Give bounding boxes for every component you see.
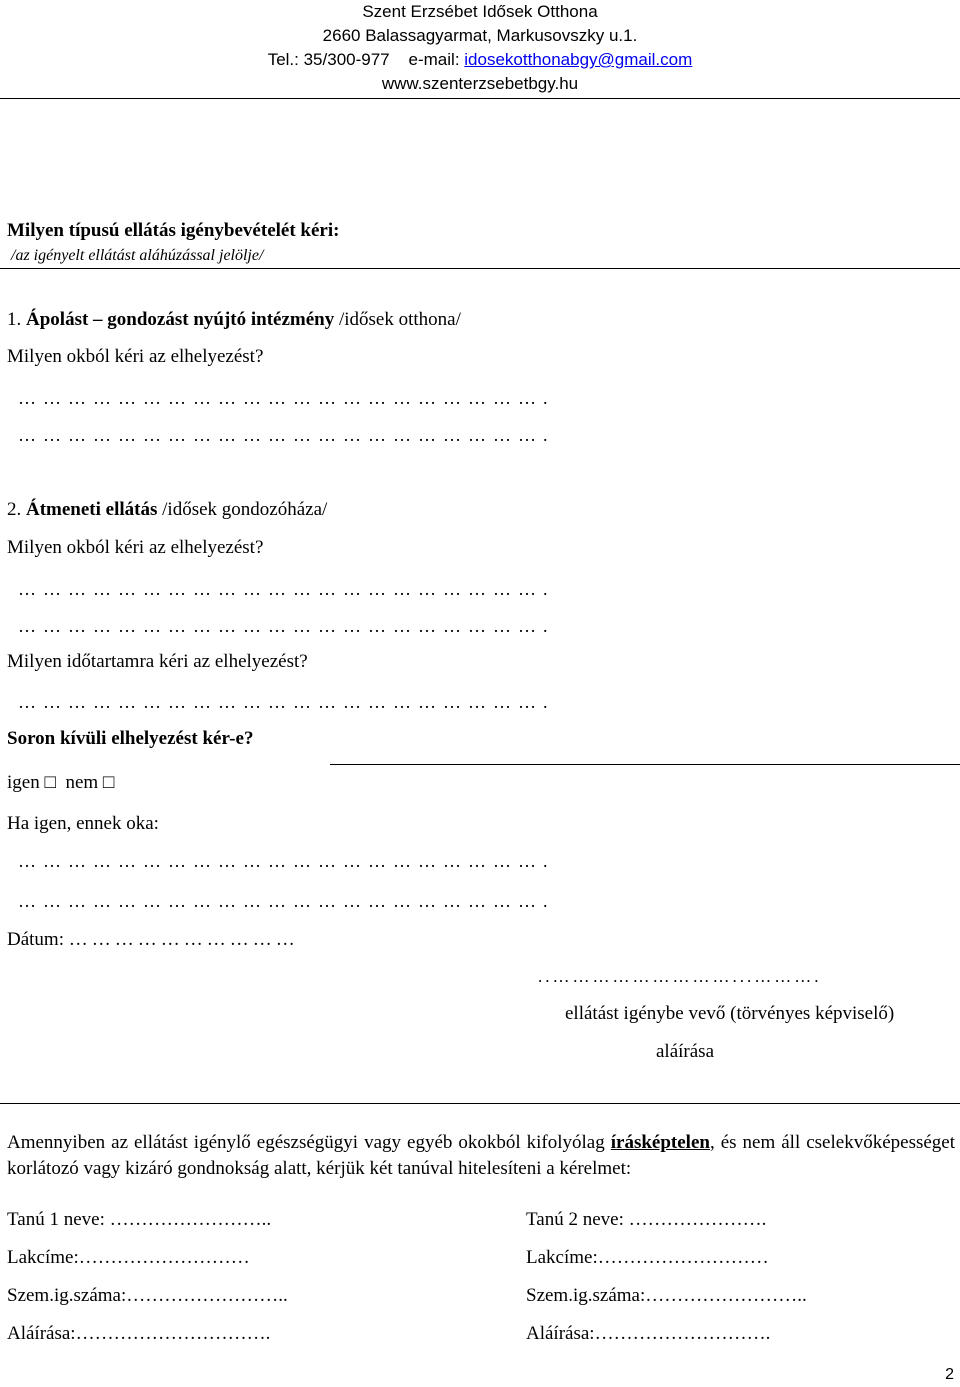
extra-divider [330, 764, 960, 765]
witness-2-address[interactable]: Lakcíme:……………………… [526, 1247, 769, 1268]
extra-placement-question: Soron kívüli elhelyezést kér-e? [7, 728, 254, 749]
option-1-title: Ápolást – gondozást nyújtó intézmény [26, 309, 335, 330]
yes-checkbox[interactable]: igen □ [7, 772, 56, 793]
option-2-answer-line-2[interactable]: ………………………………………………………. [18, 616, 555, 636]
date-label: Dátum: [7, 929, 64, 950]
option-2-answer-line-1[interactable]: ………………………………………………………. [18, 579, 555, 599]
signature-caption-2: aláírása [656, 1041, 715, 1062]
section-divider [0, 268, 960, 269]
email-label: e-mail: [408, 50, 460, 69]
option-2-number: 2. [7, 499, 22, 520]
signature-line[interactable]: ..………………………...………. [538, 967, 822, 986]
option-2-subtitle: /idősek gondozóháza/ [162, 499, 328, 520]
reason-answer-line-1[interactable]: ………………………………………………………. [18, 851, 555, 871]
page-number: 2 [945, 1366, 954, 1383]
witness-2-id[interactable]: Szem.ig.száma:…………………….. [526, 1285, 807, 1306]
witness-1-signature[interactable]: Aláírása:…………………………. [7, 1323, 271, 1344]
notice-text-1: Amennyiben az ellátást igénylő egészségügyi vagy egyéb okokból kifolyólag [7, 1132, 605, 1153]
notice-text-2: , és nem áll cselekvőképességet korlátozó vagy kizáró gondnokság alatt, kérjük két tanúval hitelesíteni a kérelmet: [7, 1132, 955, 1179]
section-question: Milyen típusú ellátás igénybevételét kéri: [7, 220, 340, 241]
section-instruction: /az igényelt ellátást aláhúzással jelölje/ [11, 247, 264, 264]
duration-question: Milyen időtartamra kéri az elhelyezést? [7, 651, 308, 672]
phone: Tel.: 35/300-977 [267, 50, 390, 69]
org-name: Szent Erzsébet Idősek Otthona [362, 2, 598, 21]
option-2[interactable] [7, 498, 327, 522]
website[interactable]: www.szenterzsebetbgy.hu [381, 74, 579, 93]
witness-1-name[interactable]: Tanú 1 neve: …………………….. [7, 1209, 272, 1230]
date-dots: ………………………… [68, 929, 299, 950]
header-divider [0, 98, 960, 99]
reason-label: Ha igen, ennek oka: [7, 813, 159, 834]
option-1-number: 1. [7, 309, 22, 330]
org-address: 2660 Balassagyarmat, Markusovszky u.1. [322, 26, 638, 45]
signature-divider [0, 1103, 960, 1104]
yes-no-choice [7, 771, 114, 795]
witness-1-id[interactable]: Szem.ig.száma:…………………….. [7, 1285, 288, 1306]
date-field[interactable] [7, 928, 299, 952]
witness-1-address[interactable]: Lakcíme:……………………… [7, 1247, 250, 1268]
option-2-question: Milyen okból kéri az elhelyezést? [7, 537, 264, 558]
no-checkbox[interactable]: nem □ [65, 772, 115, 793]
duration-answer-line[interactable]: ………………………………………………………. [18, 692, 555, 712]
contact-line [0, 48, 960, 72]
email-link[interactable]: idosekotthonabgy@gmail.com [464, 50, 693, 69]
option-1-subtitle: /idősek otthona/ [338, 309, 461, 330]
option-1-answer-line-2[interactable]: ………………………………………………………. [18, 425, 555, 445]
witness-2-signature[interactable]: Aláírása:………………………. [526, 1323, 771, 1344]
witness-2-name[interactable]: Tanú 2 neve: …………………. [526, 1209, 767, 1230]
reason-answer-line-2[interactable]: ………………………………………………………. [18, 891, 555, 911]
option-1[interactable] [7, 308, 461, 332]
witness-notice [7, 1130, 955, 1182]
notice-emphasis: írásképtelen [610, 1132, 710, 1153]
option-1-answer-line-1[interactable]: ………………………………………………………. [18, 388, 555, 408]
signature-caption: ellátást igénybe vevő (törvényes képviselő) [565, 1003, 895, 1024]
option-2-title: Átmeneti ellátás [26, 499, 158, 520]
option-1-question: Milyen okból kéri az elhelyezést? [7, 346, 264, 367]
